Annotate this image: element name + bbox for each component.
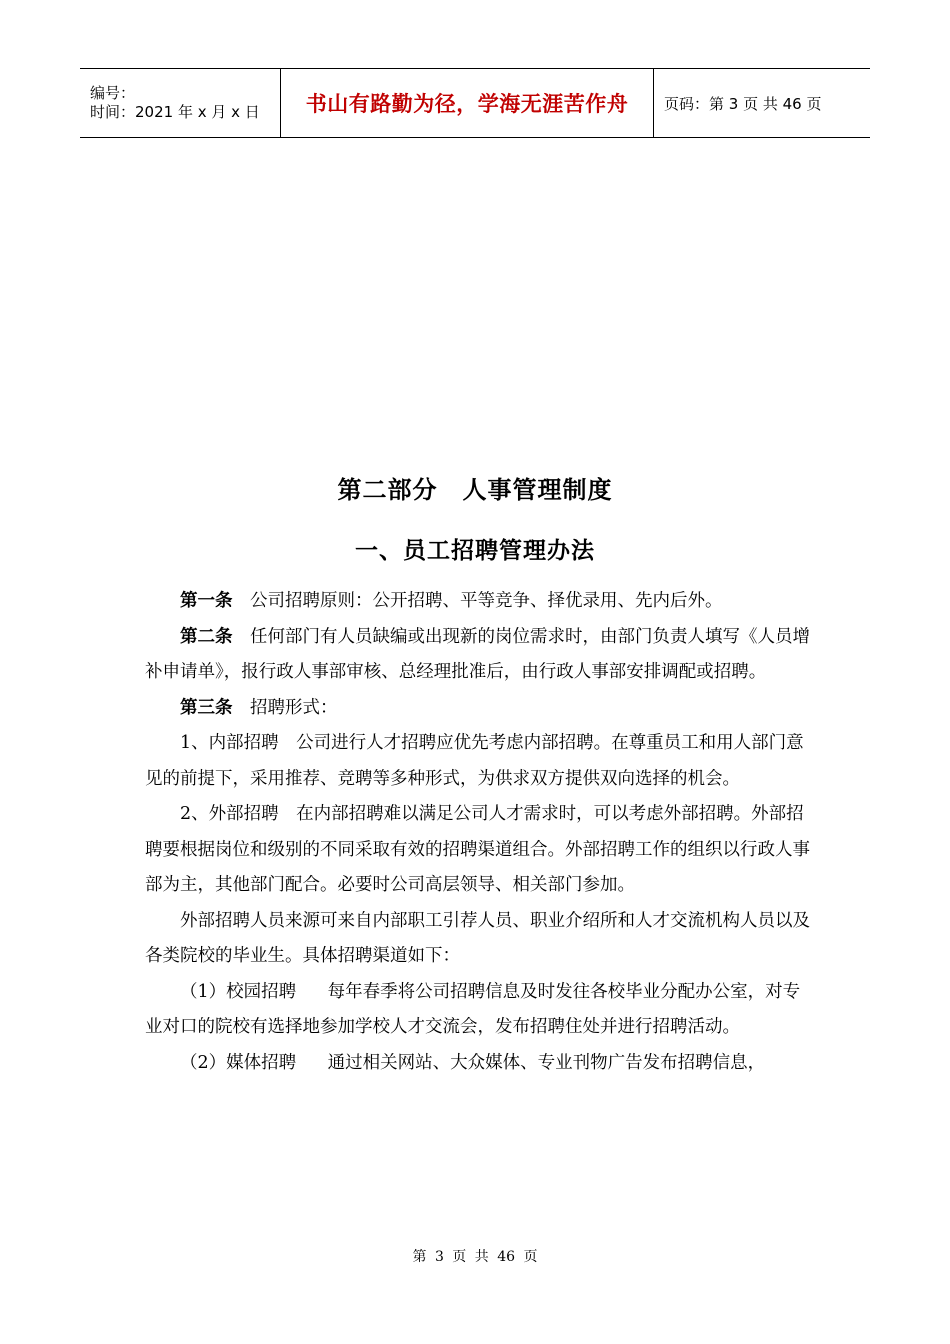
media-recruitment-text: 通过相关网站、大众媒体、专业刊物广告发布招聘信息， xyxy=(327,1052,766,1073)
campus-recruitment-text: 每年春季将公司招聘信息及时发往各校毕业分配办公室，对专业对口的院校有选择地参加学校人才交流会，发布招聘住处并进行招聘活动。 xyxy=(145,981,801,1037)
paragraph-campus-recruitment xyxy=(145,975,810,1046)
internal-recruitment-text: 公司进行人才招聘应优先考虑内部招聘。在尊重员工和用人部门意见的前提下，采用推荐、竞聘等多种形式，为供求双方提供双向选择的机会。 xyxy=(145,733,804,789)
article-3 xyxy=(145,691,810,727)
media-recruitment-label: （2）媒体招聘 xyxy=(180,1052,297,1073)
paragraph-external-sources xyxy=(145,904,810,975)
document-number-label: 编号： xyxy=(90,84,136,102)
article-1 xyxy=(145,584,810,620)
part-title: 第二部分 人事管理制度 xyxy=(337,476,613,504)
external-recruitment-text: 在内部招聘难以满足公司人才需求时，可以考虑外部招聘。外部招聘要根据岗位和级别的不同采取有效的招聘渠道组合。外部招聘工作的组织以行政人事部为主，其他部门配合。必要时公司高层领导、相关部门参加。 xyxy=(145,804,810,895)
article-2-label: 第二条 xyxy=(180,626,233,647)
header-page-cell xyxy=(654,69,870,137)
article-2 xyxy=(145,620,810,691)
campus-recruitment-label: （1）校园招聘 xyxy=(180,981,297,1002)
page-footer: 第 3 页 共 46 页 xyxy=(412,1249,538,1265)
external-recruitment-label: 2、外部招聘 xyxy=(180,804,279,824)
paragraph-external-recruitment xyxy=(145,797,810,904)
article-3-text: 招聘形式： xyxy=(250,697,338,718)
paragraph-media-recruitment xyxy=(145,1046,810,1082)
header-table xyxy=(80,68,870,138)
internal-recruitment-label: 1、内部招聘 xyxy=(180,733,279,753)
article-1-label: 第一条 xyxy=(180,591,233,611)
document-time-label: 时间：2021 年 x 月 x 日 xyxy=(90,103,260,121)
article-3-label: 第三条 xyxy=(180,697,233,718)
header-page-label: 页码：第 3 页 共 46 页 xyxy=(664,94,822,113)
header-motto-cell xyxy=(281,69,654,137)
article-1-text: 公司招聘原则：公开招聘、平等竞争、择优录用、先内后外。 xyxy=(250,591,723,611)
article-2-text: 任何部门有人员缺编或出现新的岗位需求时，由部门负责人填写《人员增补申请单》，报行政人事部审核、总经理批准后，由行政人事部安排调配或招聘。 xyxy=(145,626,810,682)
header-motto: 书山有路勤为径，学海无涯苦作舟 xyxy=(305,92,629,116)
document-body xyxy=(145,584,810,1081)
paragraph-internal-recruitment xyxy=(145,726,810,797)
header-meta-cell xyxy=(80,69,281,137)
external-sources-text: 外部招聘人员来源可来自内部职工引荐人员、职业介绍所和人才交流机构人员以及各类院校的毕业生。具体招聘渠道如下： xyxy=(145,910,810,966)
section-title: 一、员工招聘管理办法 xyxy=(355,538,595,564)
